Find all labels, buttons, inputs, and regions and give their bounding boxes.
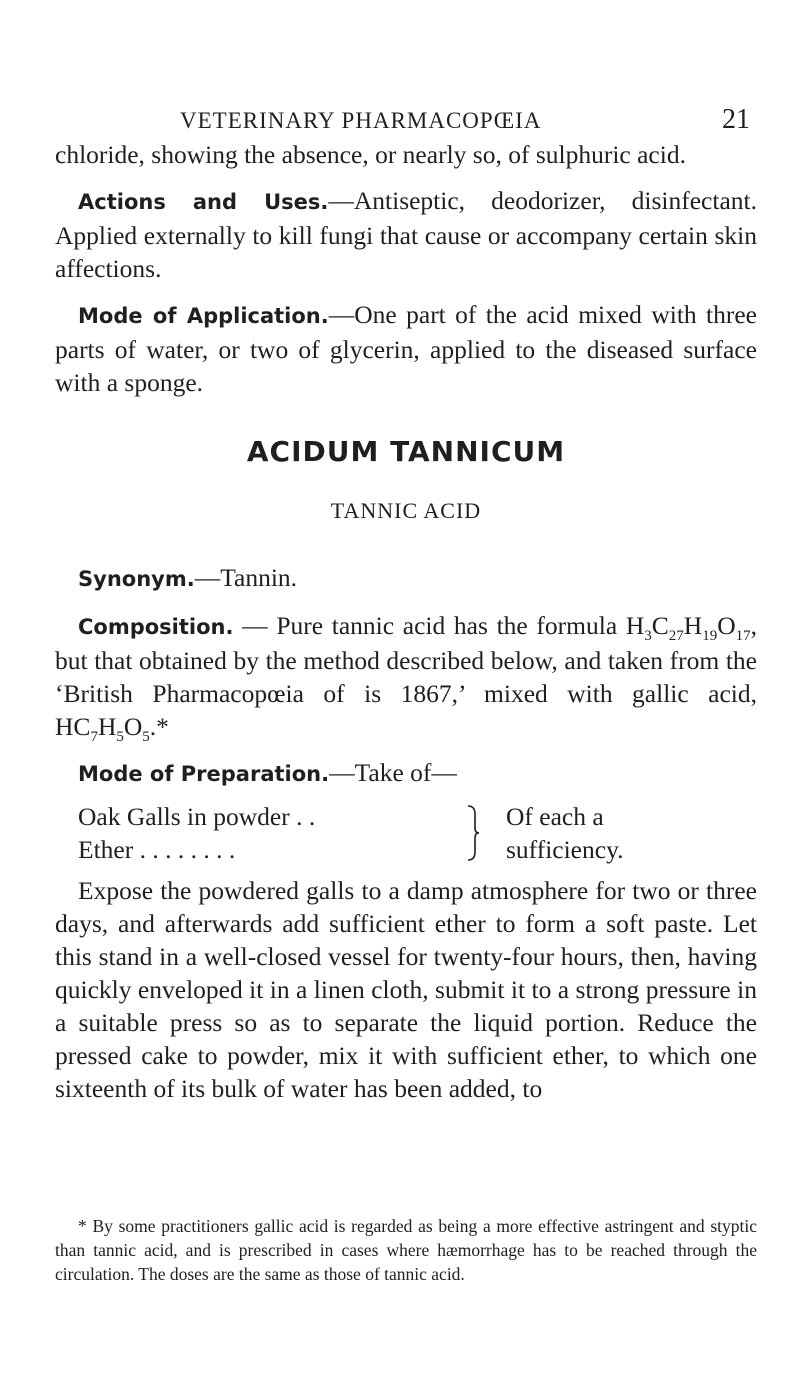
- footnote-text: * By some practitioners gallic acid is regarded as being a more effective astringent and styptic than tannic acid, and is prescribed in cases where hæmorrhage has to be reached through the circulation. The doses are the same as those of tannic acid.: [55, 1216, 757, 1284]
- section-subtitle: TANNIC ACID: [330, 498, 482, 523]
- running-header: [180, 104, 750, 136]
- mode-preparation-paragraph: [55, 756, 757, 791]
- composition-text-c: .*: [149, 712, 169, 741]
- actions-text: —Antiseptic, deodorizer, disinfectant. Applied externally to kill fungi that cause or accompany certain skin affections.: [55, 186, 757, 283]
- recipe-item: Ether . . . . . . . .: [78, 835, 236, 864]
- formula-tannic: $H_3C_{27}H_{19}O_{17}$: [625, 611, 751, 645]
- mode-application-paragraph: [55, 298, 757, 399]
- running-title: VETERINARY PHARMACOPŒIA: [180, 108, 542, 133]
- composition-text-a: — Pure tannic acid has the formula: [233, 611, 626, 640]
- recipe-item: Oak Galls in powder . .: [78, 802, 316, 831]
- mode-application-text: —One part of the acid mixed with three parts of water, or two of glycerin, applied to the diseased surface with a sponge.: [55, 300, 758, 397]
- footnote: [55, 1214, 757, 1286]
- mode-application-heading: Mode of Application.: [78, 304, 329, 328]
- recipe-note-line: sufficiency.: [506, 835, 624, 864]
- continued-paragraph: chloride, showing the absence, or nearly so, of sulphuric acid.: [55, 140, 686, 169]
- actions-heading: Actions and Uses.: [78, 190, 329, 214]
- recipe-note-line: Of each a: [506, 802, 604, 831]
- preparation-instructions: Expose the powdered galls to a damp atmosphere for two or three days, and afterwards add sufficient ether to form a soft paste. Let this stand in a well-closed vessel for twenty-four hours, then, having quickly enveloped it in a linen cloth, submit it to a strong pressure in a suitable press so as to separate the liquid portion. Reduce the pressed cake to powder, mix it with sufficient ether, to which one sixteenth of its bulk of water has been added, to: [55, 876, 757, 1103]
- recipe-list: [78, 800, 757, 866]
- composition-text-b: , but that obtained by the method described below, and taken from the ‘British Pharmacopœia of is 1867,’ mixed with gallic acid,: [55, 611, 757, 708]
- mode-preparation-heading: Mode of Preparation.: [78, 762, 330, 786]
- page-body: [55, 138, 757, 1118]
- composition-paragraph: [55, 609, 757, 746]
- brace-icon: [466, 800, 484, 866]
- synonym-heading: Synonym.: [78, 567, 195, 591]
- mode-preparation-text: —Take of—: [329, 758, 457, 787]
- synonym-paragraph: [55, 561, 757, 596]
- actions-paragraph: [55, 184, 757, 285]
- synonym-text: —Tannin.: [194, 563, 298, 592]
- composition-heading: Composition.: [78, 615, 234, 639]
- section-title: ACIDUM TANNICUM: [246, 435, 566, 468]
- formula-gallic: $HC_7H_5O_5$: [55, 712, 150, 746]
- recipe-note: [506, 800, 624, 866]
- page-number: 21: [722, 104, 750, 135]
- recipe-items: [78, 800, 466, 866]
